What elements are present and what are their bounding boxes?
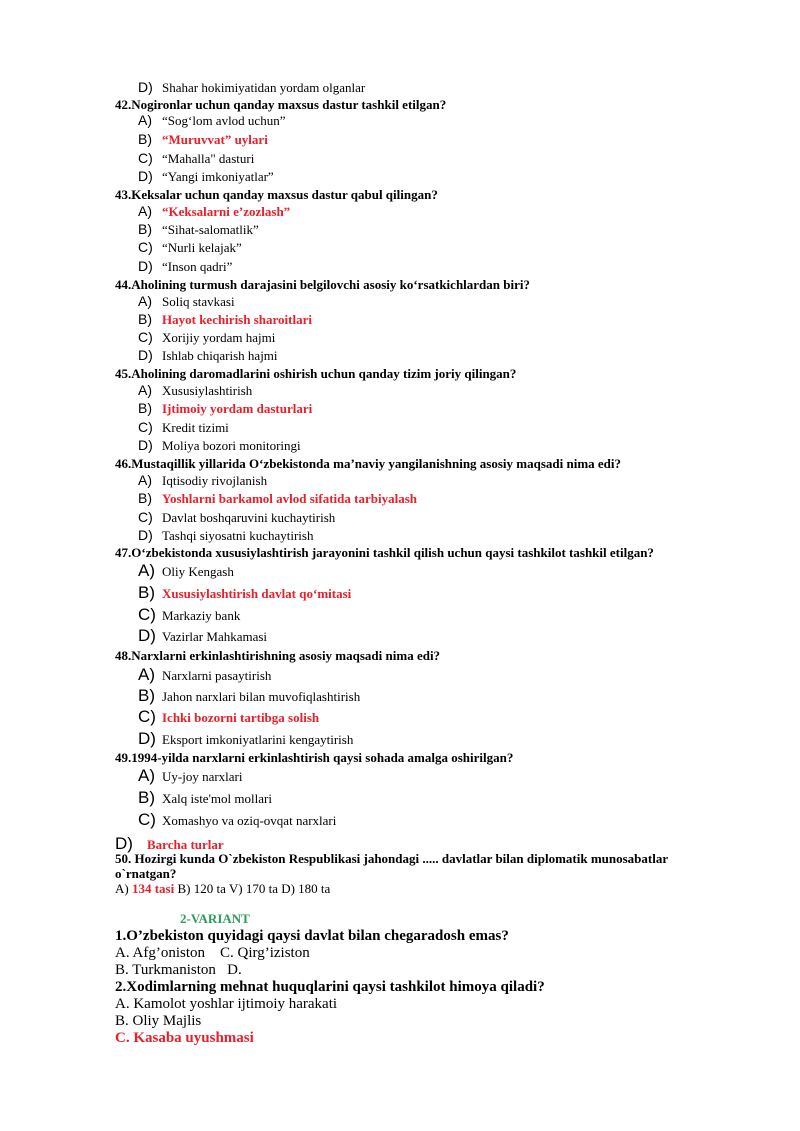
option-text: Xalq iste'mol mollari — [162, 791, 272, 806]
answer-option — [138, 789, 272, 806]
option-letter: B) — [138, 311, 152, 327]
option-text-correct: Xususiylashtirish davlat qo‘mitasi — [162, 586, 352, 601]
answer-option — [138, 80, 365, 94]
question-heading: 48.Narxlarni erkinlashtirishning asosiy maqsadi nima edi? — [115, 648, 441, 663]
option-text: “Inson qadri” — [162, 259, 233, 274]
option-text: Markaziy bank — [162, 608, 241, 623]
answer-option — [138, 528, 313, 542]
option-letter: C) — [138, 329, 153, 345]
option-text: Vazirlar Mahkamasi — [162, 629, 268, 644]
answer-option — [138, 204, 290, 218]
option-text: Tashqi siyosatni kuchaytirish — [162, 528, 314, 543]
option-text: “Yangi imkoniyatlar” — [162, 169, 274, 184]
option-text: Moliya bozori monitoringi — [162, 438, 301, 453]
v2-q2-option-a: A. Kamolot yoshlar ijtimoiy harakati — [115, 996, 338, 1012]
option-letter: C) — [138, 707, 156, 726]
answer-option — [138, 438, 301, 452]
option-letter: B) — [138, 131, 152, 147]
v2-q2-option-b: B. Oliy Majlis — [115, 1013, 202, 1029]
v2-q1-options-row1: A. Afg’oniston C. Qirg’iziston — [115, 945, 310, 961]
option-letter: A) — [138, 293, 152, 309]
option-letter: A) — [138, 382, 152, 398]
option-letter: A) — [138, 766, 155, 785]
answer-option — [138, 562, 234, 579]
option-letter: B) — [138, 788, 155, 807]
question-50-options — [115, 882, 330, 895]
option-text: “Sog‘lom avlod uchun” — [162, 113, 286, 128]
answer-option — [138, 132, 268, 146]
v2-q2-option-c-correct: C. Kasaba uyushmasi — [115, 1030, 254, 1046]
option-letter: B) — [138, 686, 155, 705]
answer-option — [138, 222, 259, 236]
option-letter: D) — [138, 626, 156, 645]
option-text: Shahar hokimiyatidan yordam olganlar — [162, 80, 366, 95]
question-heading: 44.Aholining turmush darajasini belgilovchi asosiy ko‘rsatkichlardan biri? — [115, 277, 530, 292]
answer-option — [138, 113, 285, 127]
option-text: Xomashyo va oziq-ovqat narxlari — [162, 813, 337, 828]
v2-q1-options-row2: B. Turkmaniston D. — [115, 962, 242, 978]
answer-option — [138, 584, 351, 601]
question-50-line1: 50. Hozirgi kunda O`zbekiston Respublikasi jahondagi ..... davlatlar bilan diplomatik munosabatlar — [115, 851, 669, 866]
option-letter: B) — [138, 490, 152, 506]
option-text: Jahon narxlari bilan muvofiqlashtirish — [162, 689, 361, 704]
answer-option — [138, 348, 278, 362]
answer-option — [138, 811, 336, 828]
option-text-correct: Ijtimoiy yordam dasturlari — [162, 401, 313, 416]
option-text: “Mahalla" dasturi — [162, 151, 255, 166]
question-heading: 45.Aholining daromadlarini oshirish uchun qanday tizim joriy qilingan? — [115, 366, 517, 381]
option-text-correct: Barcha turlar — [147, 837, 224, 852]
q50-option-a-correct: 134 tasi — [131, 881, 175, 896]
option-text: Davlat boshqaruvini kuchaytirish — [162, 510, 336, 525]
option-text: Soliq stavkasi — [162, 294, 235, 309]
option-letter: D) — [138, 79, 153, 95]
option-text-correct: Yoshlarni barkamol avlod sifatida tarbiyalash — [162, 491, 417, 506]
question-50-line2: o`rnatgan? — [115, 866, 177, 881]
v2-question-2: 2.Xodimlarning mehnat huquqlarini qaysi tashkilot himoya qiladi? — [115, 979, 545, 995]
option-letter: C) — [138, 810, 156, 829]
answer-option — [138, 312, 312, 326]
option-text-correct: Hayot kechirish sharoitlari — [162, 312, 312, 327]
answer-option — [138, 420, 229, 434]
option-text: Iqtisodiy rivojlanish — [162, 473, 268, 488]
answer-option — [138, 730, 353, 747]
option-letter: A) — [138, 112, 152, 128]
question-heading: 47.O‘zbekistonda xususiylashtirish jarayonini tashkil qilish uchun qaysi tashkilot tashkil etilgan? — [115, 545, 654, 560]
option-text-correct: “Muruvvat” uylari — [162, 132, 268, 147]
answer-option — [138, 708, 319, 725]
answer-option — [138, 330, 275, 344]
option-text: Ishlab chiqarish hajmi — [162, 348, 278, 363]
answer-option — [138, 606, 240, 623]
answer-option — [138, 169, 274, 183]
option-text: Kredit tizimi — [162, 420, 229, 435]
option-letter: D) — [138, 258, 153, 274]
answer-option — [138, 627, 267, 644]
answer-option — [138, 240, 242, 254]
option-text-correct: Ichki bozorni tartibga solish — [162, 710, 320, 725]
option-text: “Nurli kelajak” — [162, 240, 242, 255]
option-text: Xususiylashtirish — [162, 383, 253, 398]
answer-option — [138, 473, 267, 487]
option-text: Oliy Kengash — [162, 564, 234, 579]
option-letter: D) — [138, 168, 153, 184]
question-heading: 46.Mustaqillik yillarida O‘zbekistonda ma’naviy yangilanishning asosiy maqsadi nima edi? — [115, 456, 622, 471]
q49-option-d — [115, 835, 224, 852]
answer-option — [138, 151, 254, 165]
option-text-correct: “Keksalarni e’zozlash” — [162, 204, 291, 219]
question-heading: 42.Nogironlar uchun qanday maxsus dastur tashkil etilgan? — [115, 97, 447, 112]
option-letter: B) — [138, 583, 155, 602]
answer-option — [138, 510, 335, 524]
option-letter: D) — [138, 527, 153, 543]
option-letter: A) — [138, 665, 155, 684]
q50-other-options: B) 120 ta V) 170 ta D) 180 ta — [177, 881, 331, 896]
option-letter: C) — [138, 150, 153, 166]
answer-option — [138, 401, 312, 415]
answer-option — [138, 259, 232, 273]
option-text: Eksport imkoniyatlarini kengaytirish — [162, 732, 354, 747]
option-letter: B) — [138, 221, 152, 237]
option-letter: D) — [138, 437, 153, 453]
variant-heading: 2-VARIANT — [180, 911, 250, 926]
option-text: Uy-joy narxlari — [162, 769, 243, 784]
option-letter: C) — [138, 419, 153, 435]
option-letter: C) — [138, 605, 156, 624]
option-text: “Sihat-salomatlik” — [162, 222, 259, 237]
answer-option — [138, 491, 417, 505]
answer-option — [138, 666, 271, 683]
option-letter: D) — [115, 834, 133, 853]
option-text: Xorijiy yordam hajmi — [162, 330, 276, 345]
answer-option — [138, 767, 243, 784]
answer-option — [138, 687, 360, 704]
option-letter: D) — [138, 347, 153, 363]
q50-option-a-letter: A) — [115, 881, 129, 896]
option-letter: B) — [138, 400, 152, 416]
option-letter: D) — [138, 729, 156, 748]
option-letter: A) — [138, 203, 152, 219]
option-letter: C) — [138, 239, 153, 255]
question-heading: 43.Keksalar uchun qanday maxsus dastur qabul qilingan? — [115, 187, 438, 202]
option-text: Narxlarni pasaytirish — [162, 668, 272, 683]
option-letter: C) — [138, 509, 153, 525]
option-letter: A) — [138, 472, 152, 488]
question-heading: 49.1994-yilda narxlarni erkinlashtirish qaysi sohada amalga oshirilgan? — [115, 750, 514, 765]
answer-option — [138, 294, 235, 308]
option-letter: A) — [138, 561, 155, 580]
v2-question-1: 1.O’zbekiston quyidagi qaysi davlat bilan chegaradosh emas? — [115, 928, 509, 944]
answer-option — [138, 383, 252, 397]
